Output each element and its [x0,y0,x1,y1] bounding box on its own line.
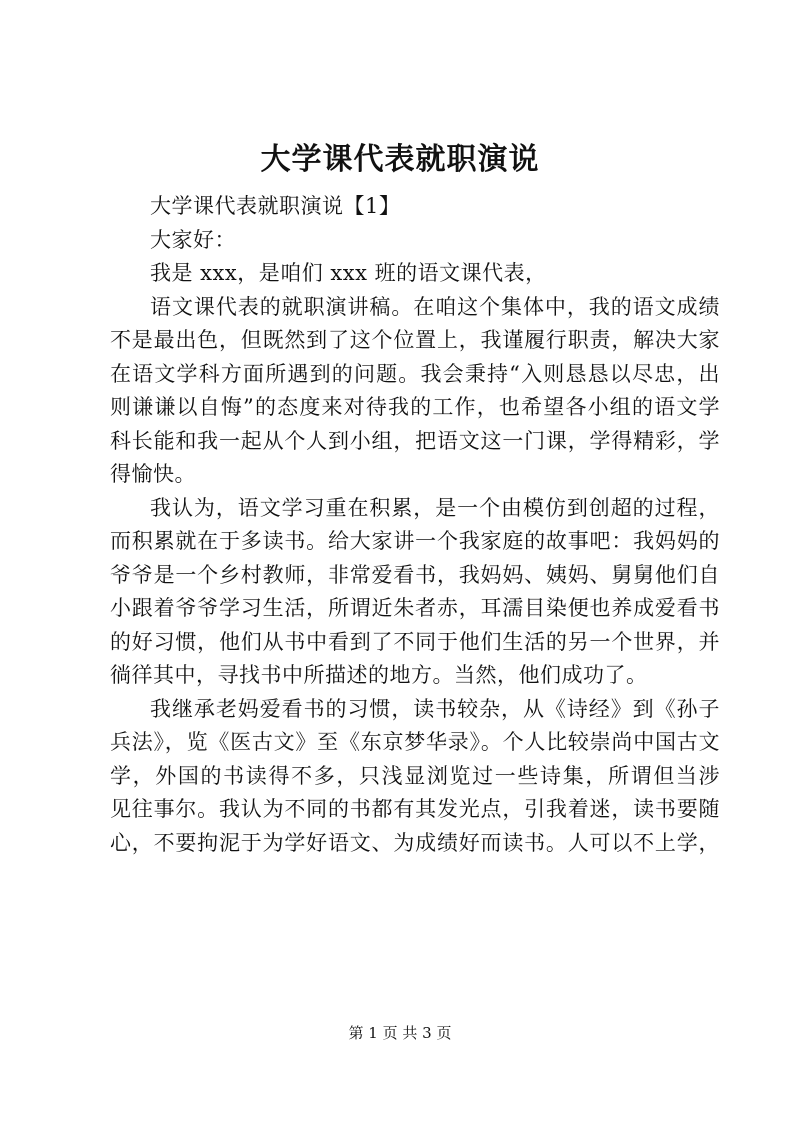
text-line: 的好习惯，他们从书中看到了不同于他们生活的另一个世界，并 [110,629,720,654]
text-line: 而积累就在于多读书。给大家讲一个我家庭的故事吧：我妈妈的 [110,529,720,553]
text-line: 小跟着爷爷学习生活，所谓近朱者赤，耳濡目染便也养成爱看书 [110,596,720,620]
document-body [110,190,720,860]
text-line: 爷爷是一个乡村教师，非常爱看书，我妈妈、姨妈、舅舅他们自 [110,562,720,587]
text-line: 大学课代表就职演说【1】 [150,194,401,218]
text-line: 徜徉其中，寻找书中所描述的地方。当然，他们成功了。 [110,663,648,687]
text-line: 学，外国的书读得不多，只浅显浏览过一些诗集，所谓但当涉 [110,763,720,788]
text-line: 兵法》，览《医古文》至《东京梦华录》。个人比较崇尚中国古文 [110,730,720,754]
text-line: 大家好： [150,227,236,252]
page-footer: 第 1 页 共 3 页 [348,1024,452,1042]
text-line: 心，不要拘泥于为学好语文、为成绩好而读书。人可以不上学， [110,830,720,855]
text-line: 我是 xxx，是咱们 xxx 班的语文课代表， [150,261,547,285]
text-line: 科长能和我一起从个人到小组，把语文这一门课，学得精彩，学 [110,428,720,453]
text-line: 语文课代表的就职演讲稿。在咱这个集体中，我的语文成绩 [150,294,720,319]
text-line: 我继承老妈爱看书的习惯，读书较杂，从《诗经》到《孙子 [150,696,720,721]
text-line: 不是最出色，但既然到了这个位置上，我谨履行职责，解决大家 [110,328,720,352]
document-title: 大学课代表就职演说 [260,142,540,177]
text-line: 得愉快。 [110,462,196,486]
text-line: 在语文学科方面所遇到的问题。我会秉持“入则恳恳以尽忠，出 [110,361,720,386]
text-line: 则谦谦以自悔”的态度来对待我的工作，也希望各小组的语文学 [110,395,720,419]
text-line: 我认为，语文学习重在积累，是一个由模仿到创超的过程， [150,495,720,520]
text-line: 见往事尔。我认为不同的书都有其发光点，引我着迷，读书要随 [110,797,720,821]
